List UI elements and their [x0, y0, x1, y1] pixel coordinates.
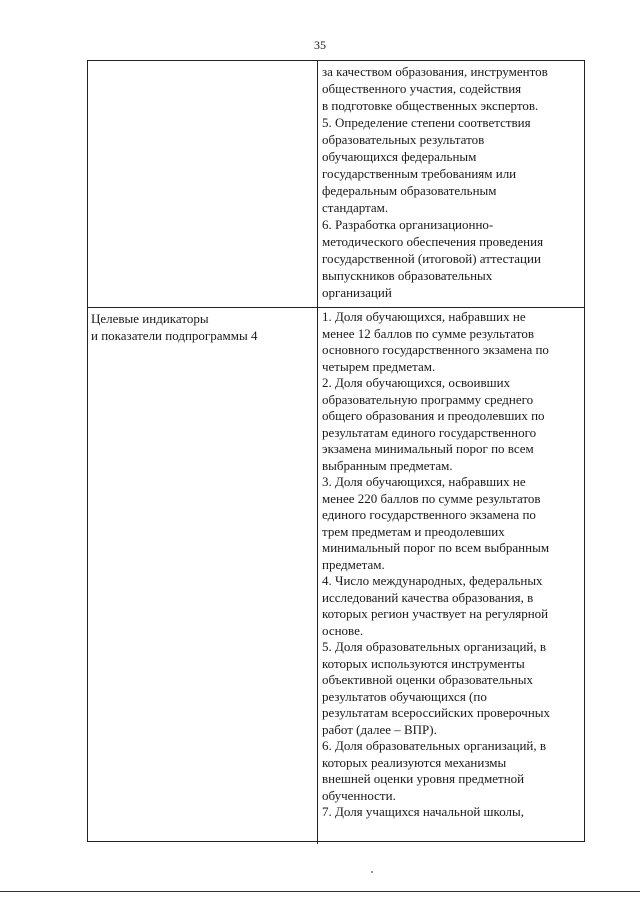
text-line: 5. Определение степени соответствия — [322, 115, 531, 130]
text-line: результатам единого государственного — [322, 424, 537, 440]
text-line: обученности. — [322, 787, 396, 803]
text-line: общественного участия, содействия — [322, 81, 522, 96]
text-line: которых реализуются механизмы — [322, 754, 507, 770]
text-line: 6. Доля образовательных организаций, в — [322, 738, 546, 753]
text-line: выпускников образовательных — [322, 268, 493, 283]
text-line: 4. Число международных, федеральных — [322, 573, 543, 588]
text-line: четырем предметам. — [322, 358, 436, 374]
text-line: 5. Доля образовательных организаций, в — [322, 639, 546, 654]
text-line: 7. Доля учащихся начальной школы, — [322, 804, 524, 819]
scan-speck — [371, 871, 373, 873]
text-line: выбранным предметам. — [322, 457, 453, 473]
text-line: образовательную программу среднего — [322, 391, 534, 407]
text-line: федеральным образовательным — [322, 183, 497, 198]
text-line: 3. Доля обучающихся, набравших не — [322, 474, 526, 489]
text-line: образовательных результатов — [322, 132, 485, 147]
text-line: в подготовке общественных экспертов. — [322, 98, 539, 113]
text-line: государственной (итоговой) аттестации — [322, 251, 541, 266]
text-line: предметам. — [322, 556, 385, 572]
text-line: 2. Доля обучающихся, освоивших — [322, 375, 511, 390]
text-line: которых регион участвует на регулярной — [322, 606, 549, 621]
table-row — [88, 61, 584, 307]
text-line: 6. Разработка организационно- — [322, 217, 494, 232]
text-line: за качеством образования, инструментов — [322, 64, 548, 79]
text-line: 1. Доля обучающихся, набравших не — [322, 309, 526, 324]
text-line: исследований качества образования, в — [322, 589, 534, 605]
row-label-line: и показатели подпрограммы 4 — [91, 328, 258, 343]
column-divider — [317, 308, 318, 844]
text-line: основе. — [322, 622, 364, 638]
table-row — [88, 307, 584, 844]
row-content-cell — [322, 63, 584, 301]
text-line: менее 220 баллов по сумме результатов — [322, 490, 541, 506]
text-line: работ (далее – ВПР). — [322, 721, 437, 737]
row-label-cell — [91, 310, 313, 344]
text-line: трем предметам и преодолевших — [322, 523, 505, 539]
text-line: внешней оценки уровня предметной — [322, 771, 525, 786]
column-divider — [317, 61, 318, 307]
text-line: результатов обучающихся (по — [322, 688, 487, 704]
text-line: организаций — [322, 285, 392, 300]
text-line: менее 12 баллов по сумме результатов — [322, 325, 535, 341]
text-line: общего образования и преодолевших по — [322, 408, 545, 423]
text-line: основного государственного экзамена по — [322, 342, 549, 357]
text-line: стандартам. — [322, 200, 389, 215]
text-line: обучающихся федеральным — [322, 149, 477, 164]
text-line: объективной оценки образовательных — [322, 672, 533, 687]
text-line: экзамена минимальный порог по всем — [322, 441, 534, 456]
page-number: 35 — [314, 38, 326, 52]
text-line: методического обеспечения проведения — [322, 234, 544, 249]
text-line: которых используются инструменты — [322, 655, 525, 671]
footer-rule — [0, 891, 640, 892]
text-line: результатам всероссийских проверочных — [322, 705, 551, 720]
row-content-cell — [322, 309, 584, 821]
text-line: минимальный порог по всем выбранным — [322, 540, 550, 555]
text-line: единого государственного экзамена по — [322, 507, 536, 522]
row-label-line: Целевые индикаторы — [91, 311, 209, 326]
text-line: государственным требованиям или — [322, 166, 517, 181]
program-table — [87, 60, 585, 842]
